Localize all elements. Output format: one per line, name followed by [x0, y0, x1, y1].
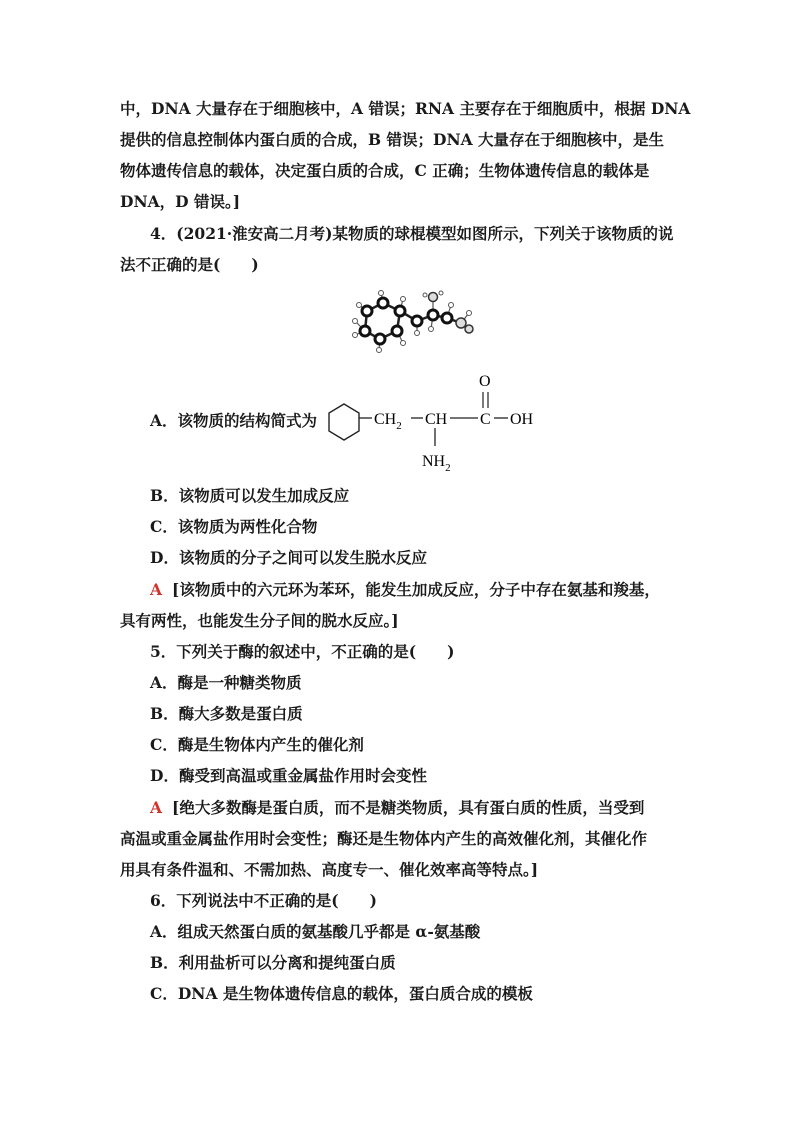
option-4a-label: A．该物质的结构简式为: [150, 411, 318, 430]
question-5-stem: 5．下列关于酶的叙述中，不正确的是( ): [150, 642, 455, 661]
answer-5-line-3: 用具有条件温和、不需加热、高度专一、催化效率高等特点。]: [120, 860, 539, 879]
option-6a: A．组成天然蛋白质的氨基酸几乎都是 α-氨基酸: [150, 922, 481, 941]
question-4-stem-1: 4．(2021·淮安高二月考)某物质的球棍模型如图所示，下列关于该物质的说: [150, 224, 674, 243]
option-5d: D．酶受到高温或重金属盐作用时会变性: [150, 766, 427, 785]
option-5c: C．酶是生物体内产生的催化剂: [150, 735, 364, 754]
prev-explanation-line-2: 提供的信息控制体内蛋白质的合成，B 错误；DNA 大量存在于细胞核中，是生: [120, 130, 665, 149]
answer-4-line-2: 具有两性，也能发生分子间的脱水反应。]: [120, 611, 399, 630]
question-6-stem: 6．下列说法中不正确的是( ): [150, 891, 377, 910]
carbonyl-oxygen-text: O: [479, 373, 491, 390]
hydroxyl-text: OH: [510, 411, 534, 428]
answer-4-letter: A: [150, 580, 163, 599]
option-6c: C．DNA 是生物体遗传信息的载体，蛋白质合成的模板: [150, 984, 533, 1003]
option-5b: B．酶大多数是蛋白质: [150, 704, 303, 723]
ch-text: CH: [425, 411, 448, 428]
option-5a: A．酶是一种糖类物质: [150, 673, 302, 692]
ch2-text: $CH_2$: [374, 411, 402, 432]
carboxyl-carbon-text: C: [480, 411, 491, 428]
option-4b: B．该物质可以发生加成反应: [150, 486, 350, 505]
prev-explanation-line-1: 中，DNA 大量存在于细胞核中，A 错误；RNA 主要存在于细胞质中，根据 DNA: [120, 99, 691, 118]
answer-5-line-1: [150, 798, 710, 818]
prev-explanation-line-3: 物体遗传信息的载体，决定蛋白质的合成，C 正确；生物体遗传信息的载体是: [120, 161, 650, 180]
nh2-text: $NH_2$: [422, 453, 451, 474]
answer-5-letter: A: [150, 798, 163, 817]
answer-4-line-1: [150, 580, 710, 600]
option-4d: D．该物质的分子之间可以发生脱水反应: [150, 548, 427, 567]
prev-explanation-line-4: DNA，D 错误。]: [120, 192, 241, 211]
answer-4-text: [该物质中的六元环为苯环，能发生加成反应，分子中存在氨基和羧基，: [172, 580, 660, 599]
answer-5-text: [绝大多数酶是蛋白质，而不是糖类物质，具有蛋白质的性质，当受到: [172, 798, 645, 817]
option-6b: B．利用盐析可以分离和提纯蛋白质: [150, 953, 396, 972]
question-4-stem-2: 法不正确的是( ): [120, 255, 259, 274]
option-4c: C．该物质为两性化合物: [150, 517, 318, 536]
answer-5-line-2: 高温或重金属盐作用时会变性；酶还是生物体内产生的高效催化剂，其催化作: [120, 829, 648, 848]
ball-and-stick-model: [345, 283, 480, 358]
structural-formula: [320, 368, 550, 478]
